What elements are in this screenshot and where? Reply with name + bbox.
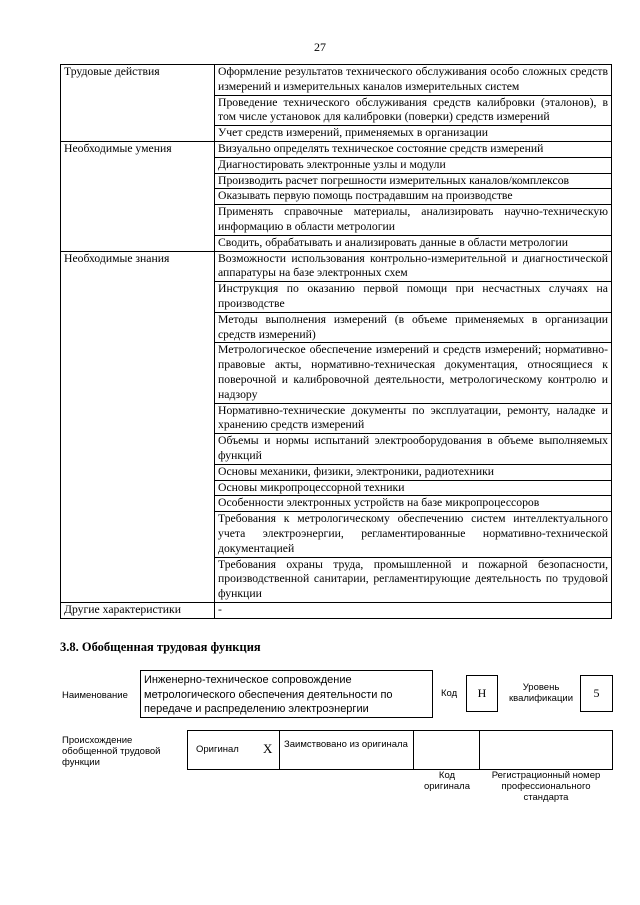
row-content: Сводить, обрабатывать и анализировать данные в области метрологии: [215, 235, 612, 251]
table-row: [61, 434, 612, 465]
section-title: 3.8. Обобщенная трудовая функция: [60, 640, 261, 654]
code-label: Код: [441, 688, 458, 699]
row-content: Производить расчет погрешности измерительных каналов/комплексов: [215, 173, 612, 189]
page-number: 27: [314, 40, 326, 54]
row-content: Особенности электронных устройств на базе микропроцессоров: [215, 496, 612, 512]
table-row: [61, 343, 612, 403]
row-content: Применять справочные материалы, анализировать научно-техническую информацию в области метрологии: [215, 205, 612, 236]
table-row: [61, 173, 612, 189]
row-label-empty: [61, 189, 215, 205]
row-label-empty: [61, 205, 215, 236]
row-label: Необходимые умения: [61, 141, 215, 157]
row-content: Диагностировать электронные узлы и модули: [215, 157, 612, 173]
table-row: [61, 205, 612, 236]
table-row: [61, 464, 612, 480]
level-value: 5: [593, 686, 600, 700]
row-label-empty: [61, 312, 215, 343]
table-row: [61, 95, 612, 126]
row-content: Требования к метрологическому обеспечению систем интеллектуального учета электроэнергии, регламентированные нормативно-технической документацией: [215, 512, 612, 557]
row-content: -: [215, 602, 612, 618]
row-content: Оформление результатов технического обслуживания особо сложных средств измерений и измерительных каналов измерительных систем: [215, 65, 612, 96]
table-row: [61, 235, 612, 251]
row-label-empty: [61, 157, 215, 173]
row-content: Проведение технического обслуживания средств калибровки (эталонов), в том числе установок для калибровки (поверки) средств измерений: [215, 95, 612, 126]
row-label-empty: [61, 403, 215, 434]
row-label-empty: [61, 496, 215, 512]
table-row: [61, 141, 612, 157]
row-label-empty: [61, 95, 215, 126]
original-label: Оригинал: [196, 744, 239, 755]
code-original-label: Код оригинала: [423, 770, 470, 792]
reg-number-box: [479, 730, 613, 770]
row-label-empty: [61, 126, 215, 142]
borrowed-box: [279, 730, 414, 770]
original-box: [187, 730, 280, 770]
row-content: Возможности использования контрольно-измерительной и диагностической аппаратуры на базе электронных схем: [215, 251, 612, 282]
name-value-box: [140, 670, 433, 718]
level-label: Уровень квалификации: [508, 682, 574, 704]
table-row: [61, 512, 612, 557]
row-content: Нормативно-технические документы по эксплуатации, ремонту, наладке и хранению средств измерений: [215, 403, 612, 434]
reg-number-label: Регистрационный номер профессионального стандарта: [491, 770, 601, 803]
row-label-empty: [61, 464, 215, 480]
row-label-empty: [61, 557, 215, 602]
row-content: Основы механики, физики, электроники, радиотехники: [215, 464, 612, 480]
row-label-empty: [61, 173, 215, 189]
table-row: [61, 496, 612, 512]
original-mark: X: [263, 741, 273, 756]
table-row: [61, 557, 612, 602]
row-label-empty: [61, 434, 215, 465]
table-row: [61, 126, 612, 142]
row-label: Другие характеристики: [61, 602, 215, 618]
row-content: Учет средств измерений, применяемых в организации: [215, 126, 612, 142]
row-content: Инструкция по оказанию первой помощи при несчастных случаях на производстве: [215, 282, 612, 313]
code-original-box: [413, 730, 480, 770]
row-content: Основы микропроцессорной техники: [215, 480, 612, 496]
row-content: Оказывать первую помощь пострадавшим на производстве: [215, 189, 612, 205]
code-value-box: [466, 675, 498, 712]
row-label-empty: [61, 480, 215, 496]
row-label-empty: [61, 282, 215, 313]
row-label-empty: [61, 343, 215, 403]
table-row: [61, 602, 612, 618]
table-row: [61, 480, 612, 496]
row-label: Трудовые действия: [61, 65, 215, 96]
row-label: Необходимые знания: [61, 251, 215, 282]
table-row: [61, 189, 612, 205]
name-label: Наименование: [62, 690, 128, 701]
level-value-box: [580, 675, 613, 712]
code-value: H: [477, 686, 487, 700]
table-row: [61, 157, 612, 173]
name-value: Инженерно-техническое сопровождение метрологического обеспечения деятельности по передаче и распределению электроэнергии: [144, 674, 393, 715]
row-content: Объемы и нормы испытаний электрооборудования в объеме выполняемых функций: [215, 434, 612, 465]
row-content: Требования охраны труда, промышленной и пожарной безопасности, производственной санитарии, регламентирующие деятельность по трудовой функции: [215, 557, 612, 602]
table-row: [61, 312, 612, 343]
borrowed-label: Заимствовано из оригинала: [284, 739, 408, 750]
origin-label: Происхождение обобщенной трудовой функции: [62, 735, 161, 768]
labor-function-table: [60, 64, 612, 619]
row-content: Метрологическое обеспечение измерений и средств измерений; нормативно-правовые акты, нормативно-техническая документация, относящиеся к поверочной и калибровочной деятельности, метрологическому контролю и надзору: [215, 343, 612, 403]
table-row: [61, 65, 612, 96]
row-label-empty: [61, 512, 215, 557]
table-row: [61, 251, 612, 282]
table-row: [61, 403, 612, 434]
row-content: Методы выполнения измерений (в объеме применяемых в организации средств измерений): [215, 312, 612, 343]
row-content: Визуально определять техническое состояние средств измерений: [215, 141, 612, 157]
table-row: [61, 282, 612, 313]
row-label-empty: [61, 235, 215, 251]
